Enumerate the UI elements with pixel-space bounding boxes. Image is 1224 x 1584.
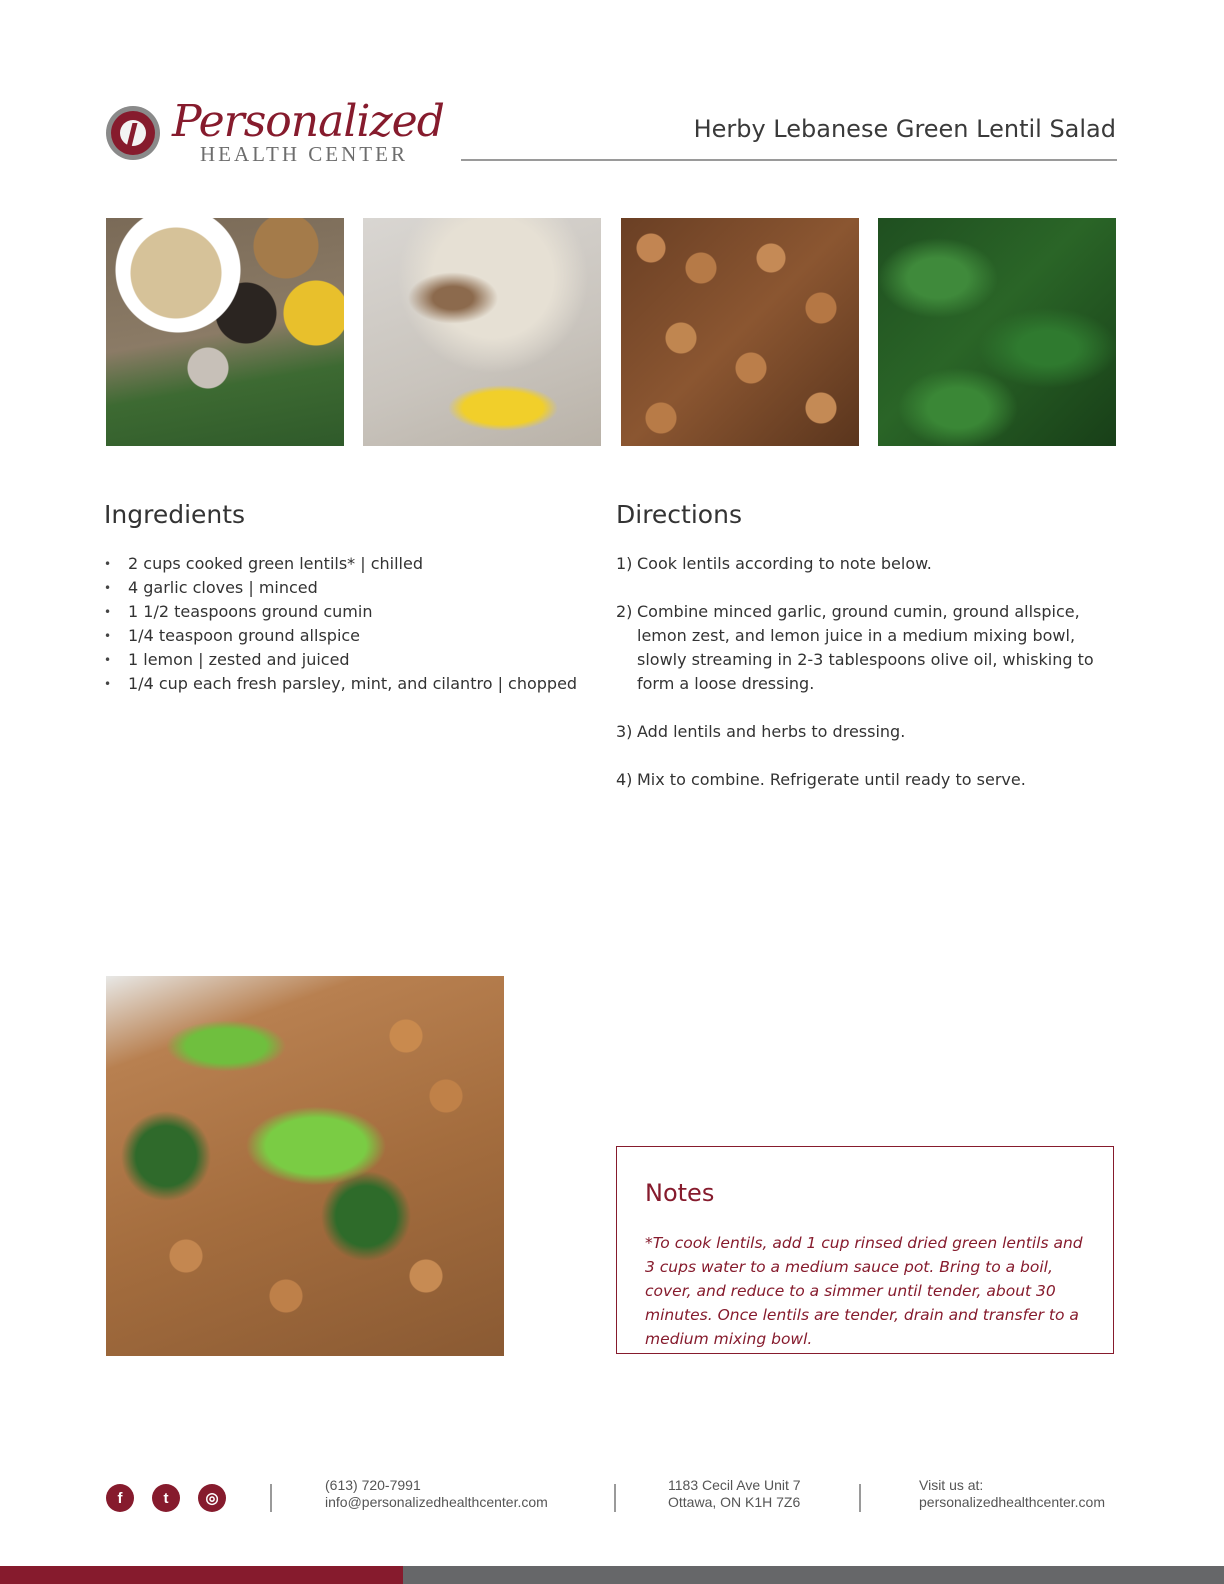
list-item: • 1 1/2 teaspoons ground cumin xyxy=(104,600,577,624)
notes-box xyxy=(616,1146,1114,1354)
bullet-icon: • xyxy=(104,677,112,691)
step-text: Add lentils and herbs to dressing. xyxy=(637,722,906,741)
address-line: 1183 Cecil Ave Unit 7 xyxy=(668,1477,801,1493)
recipe-title: Herby Lebanese Green Lentil Salad xyxy=(693,115,1116,143)
footer-divider xyxy=(859,1484,861,1512)
footer-divider xyxy=(270,1484,272,1512)
address-line: Ottawa, ON K1H 7Z6 xyxy=(668,1494,801,1510)
chopped-herbs-photo xyxy=(878,218,1116,446)
finished-salad-photo xyxy=(106,976,504,1356)
website-link[interactable]: personalizedhealthcenter.com xyxy=(919,1494,1106,1510)
spices-zest-photo xyxy=(363,218,601,446)
directions-heading: Directions xyxy=(616,500,742,529)
website-info xyxy=(919,1477,1105,1511)
list-item: • 1/4 teaspoon ground allspice xyxy=(104,624,577,648)
brand-logo xyxy=(106,96,444,166)
direction-step xyxy=(616,552,1116,576)
brand-tagline: HEALTH CENTER xyxy=(200,142,408,166)
footer-base-bar xyxy=(403,1566,1224,1584)
bullet-icon: • xyxy=(104,629,112,643)
title-divider xyxy=(461,159,1117,161)
ingredients-list xyxy=(104,552,577,696)
footer-accent-bar xyxy=(0,1566,403,1584)
step-text: Combine minced garlic, ground cumin, ground allspice, lemon zest, and lemon juice in a medium mixing bowl, slowly streaming in 2-3 tablespoons olive oil, whisking to form a loose dressing. xyxy=(637,602,1094,693)
step-text: Mix to combine. Refrigerate until ready to serve. xyxy=(637,770,1026,789)
brand-name: Personalized xyxy=(172,96,444,147)
step-number: 2) xyxy=(616,602,633,621)
phone-number[interactable]: (613) 720-7991 xyxy=(325,1477,421,1493)
list-item: • 4 garlic cloves | minced xyxy=(104,576,577,600)
step-number: 1) xyxy=(616,554,633,573)
footer-divider xyxy=(614,1484,616,1512)
list-item: • 1/4 cup each fresh parsley, mint, and cilantro | chopped xyxy=(104,672,577,696)
notes-heading: Notes xyxy=(645,1179,715,1207)
list-item: • 1 lemon | zested and juiced xyxy=(104,648,577,672)
bullet-icon: • xyxy=(104,605,112,619)
ingredients-heading: Ingredients xyxy=(104,500,246,529)
bullet-icon: • xyxy=(104,653,112,667)
email-link[interactable]: info@personalizedhealthcenter.com xyxy=(325,1494,548,1510)
step-number: 4) xyxy=(616,770,633,789)
direction-step xyxy=(616,720,1116,744)
visit-label: Visit us at: xyxy=(919,1477,984,1493)
step-text: Cook lentils according to note below. xyxy=(637,554,932,573)
logo-mark-icon xyxy=(106,106,160,160)
ingredients-photo xyxy=(106,218,344,446)
instagram-icon[interactable]: ◎ xyxy=(198,1484,226,1512)
address xyxy=(668,1477,801,1511)
bullet-icon: • xyxy=(104,581,112,595)
step-number: 3) xyxy=(616,722,633,741)
contact-info xyxy=(325,1477,548,1511)
direction-step xyxy=(616,600,1116,696)
list-item: • 2 cups cooked green lentils* | chilled xyxy=(104,552,577,576)
bullet-icon: • xyxy=(104,557,112,571)
notes-text: *To cook lentils, add 1 cup rinsed dried green lentils and 3 cups water to a medium sauce pot. Bring to a boil, cover, and reduce to a simmer until tender, about 30 minutes. Once lentils are tender, drain and transfer to a medium mixing bowl. xyxy=(645,1234,1083,1348)
direction-step xyxy=(616,768,1116,792)
cooked-lentils-photo xyxy=(621,218,859,446)
facebook-icon[interactable]: f xyxy=(106,1484,134,1512)
twitter-icon[interactable]: t xyxy=(152,1484,180,1512)
